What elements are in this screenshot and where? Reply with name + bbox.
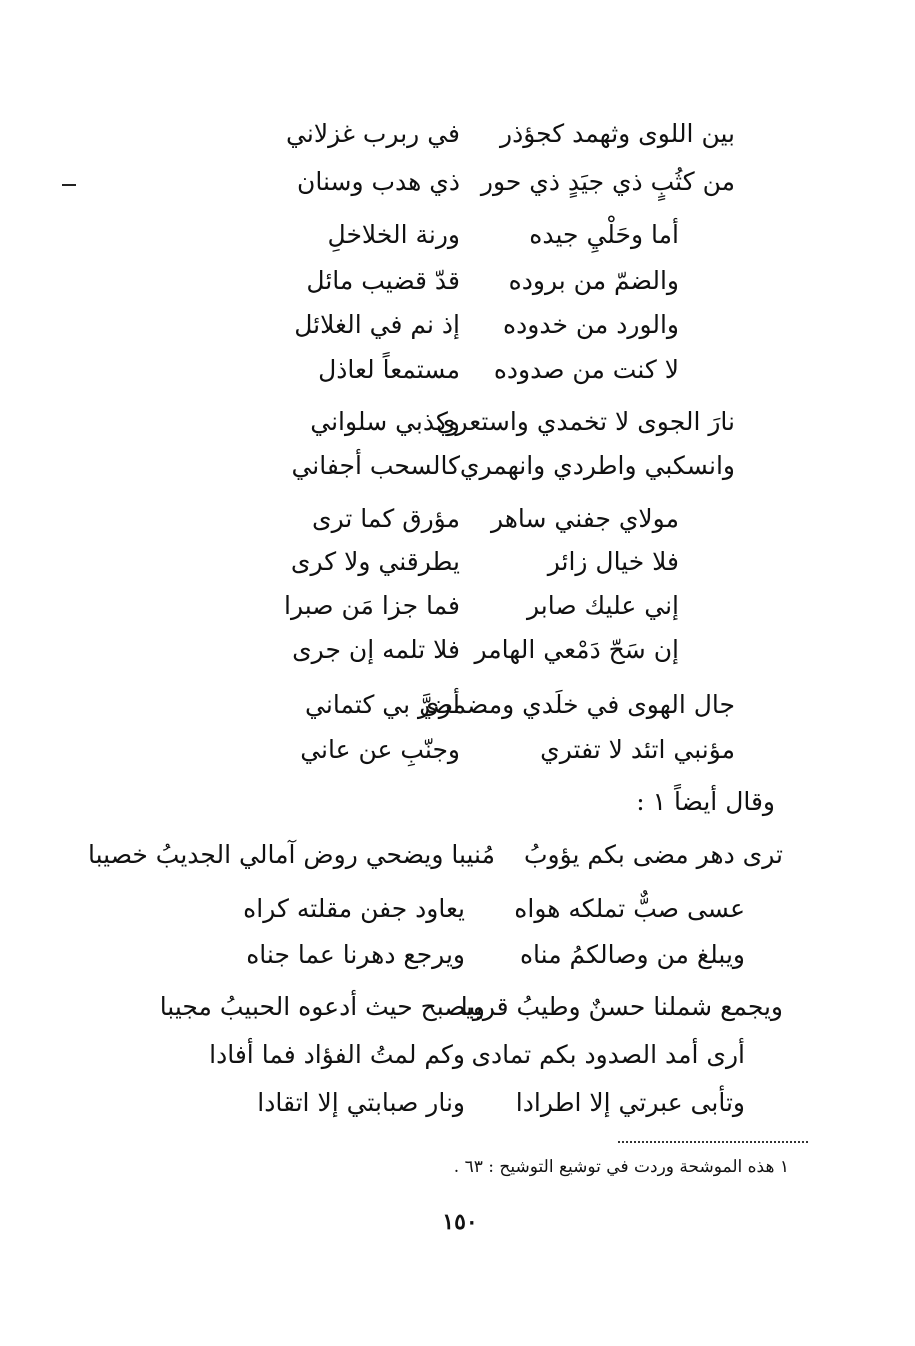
hemistich-first: مولاي جفني ساهر xyxy=(490,504,679,533)
hemistich-first: عسى صبٌّ تملكه هواه xyxy=(514,894,745,923)
hemistich-first: جال الهوى في خلَدي ومضمري xyxy=(419,690,735,719)
hemistich-second: في ربرب غزلاني xyxy=(286,119,460,148)
hemistich-first: لا كنت من صدوده xyxy=(493,355,679,384)
hemistich-second: إذ نم في الغلائل xyxy=(294,310,460,339)
footnote: ١ هذه الموشحة وردت في توشيع التوشيح : ٦٣ . xyxy=(453,1157,789,1177)
hemistich-second: كالسحب أجفاني xyxy=(291,451,460,480)
hemistich-second: ويصبح حيث أدعوه الحبيبُ مجيبا xyxy=(159,992,485,1021)
hemistich-second: مستمعاً لعاذل xyxy=(318,355,460,384)
hemistich-first: ويجمع شملنا حسنٌ وطيبُ قريبا xyxy=(460,992,783,1021)
hemistich-second: مُنيبا ويضحي روض آمالي الجديبُ خصيبا xyxy=(87,840,495,869)
hemistich-second: فلا تلمه إن جرى xyxy=(292,635,460,664)
hemistich-first: والضمّ من بروده xyxy=(508,266,679,295)
hemistich-second: ذي هدب وسنان xyxy=(297,167,460,196)
hemistich-first: إني عليك صابر xyxy=(526,591,679,620)
hemistich-second: يعاود جفن مقلته كراه xyxy=(243,894,465,923)
hemistich-second: ونار صبابتي إلا اتقادا xyxy=(257,1088,465,1117)
hemistich-second: قدّ قضيب مائل xyxy=(306,266,460,295)
hemistich-second: ويرجع دهرنا عما جناه xyxy=(246,940,465,969)
hemistich-second: وكم لمتُ الفؤاد فما أفادا xyxy=(209,1040,465,1069)
hemistich-first: والورد من خدوده xyxy=(503,310,679,339)
hemistich-first: ترى دهر مضى بكم يؤوبُ xyxy=(523,840,783,869)
hemistich-second: أضرَّ بي كتماني xyxy=(305,690,460,719)
hemistich-first: إن سَحّ دَمْعي الهامر xyxy=(474,635,679,664)
page-number: ١٥٠ xyxy=(442,1209,478,1235)
hemistich-first: أرى أمد الصدود بكم تمادى xyxy=(471,1040,745,1069)
hemistich-first: من كثُبٍ ذي جيَدٍ ذي حور xyxy=(480,167,735,196)
hemistich-second: يطرقني ولا كرى xyxy=(290,547,460,576)
hemistich-first: بين اللوى وثهمد كجؤذر xyxy=(500,119,735,148)
hemistich-first: ويبلغ من وصالكمُ مناه xyxy=(519,940,745,969)
poem-intro: وقال أيضاً ١ : xyxy=(636,787,775,816)
hemistich-first: وانسكبي واطردي وانهمري xyxy=(459,451,735,480)
footnote-divider xyxy=(618,1141,808,1143)
margin-mark xyxy=(62,184,76,186)
hemistich-first: مؤنبي اتئد لا تفتري xyxy=(540,735,735,764)
hemistich-first: وتأبى عبرتي إلا اطرادا xyxy=(515,1088,745,1117)
hemistich-second: فما جزا مَن صبرا xyxy=(284,591,460,620)
hemistich-second: وجنّبِ عن عاني xyxy=(300,735,460,764)
hemistich-second: ورنة الخلاخلِ xyxy=(327,220,460,249)
hemistich-first: نارَ الجوى لا تخمدي واستعري xyxy=(435,407,735,436)
hemistich-second: وكذبي سلواني xyxy=(310,407,460,436)
hemistich-first: فلا خيال زائر xyxy=(547,547,679,576)
hemistich-first: أما وحَلْيِ جيده xyxy=(529,220,679,249)
hemistich-second: مؤرق كما ترى xyxy=(312,504,460,533)
